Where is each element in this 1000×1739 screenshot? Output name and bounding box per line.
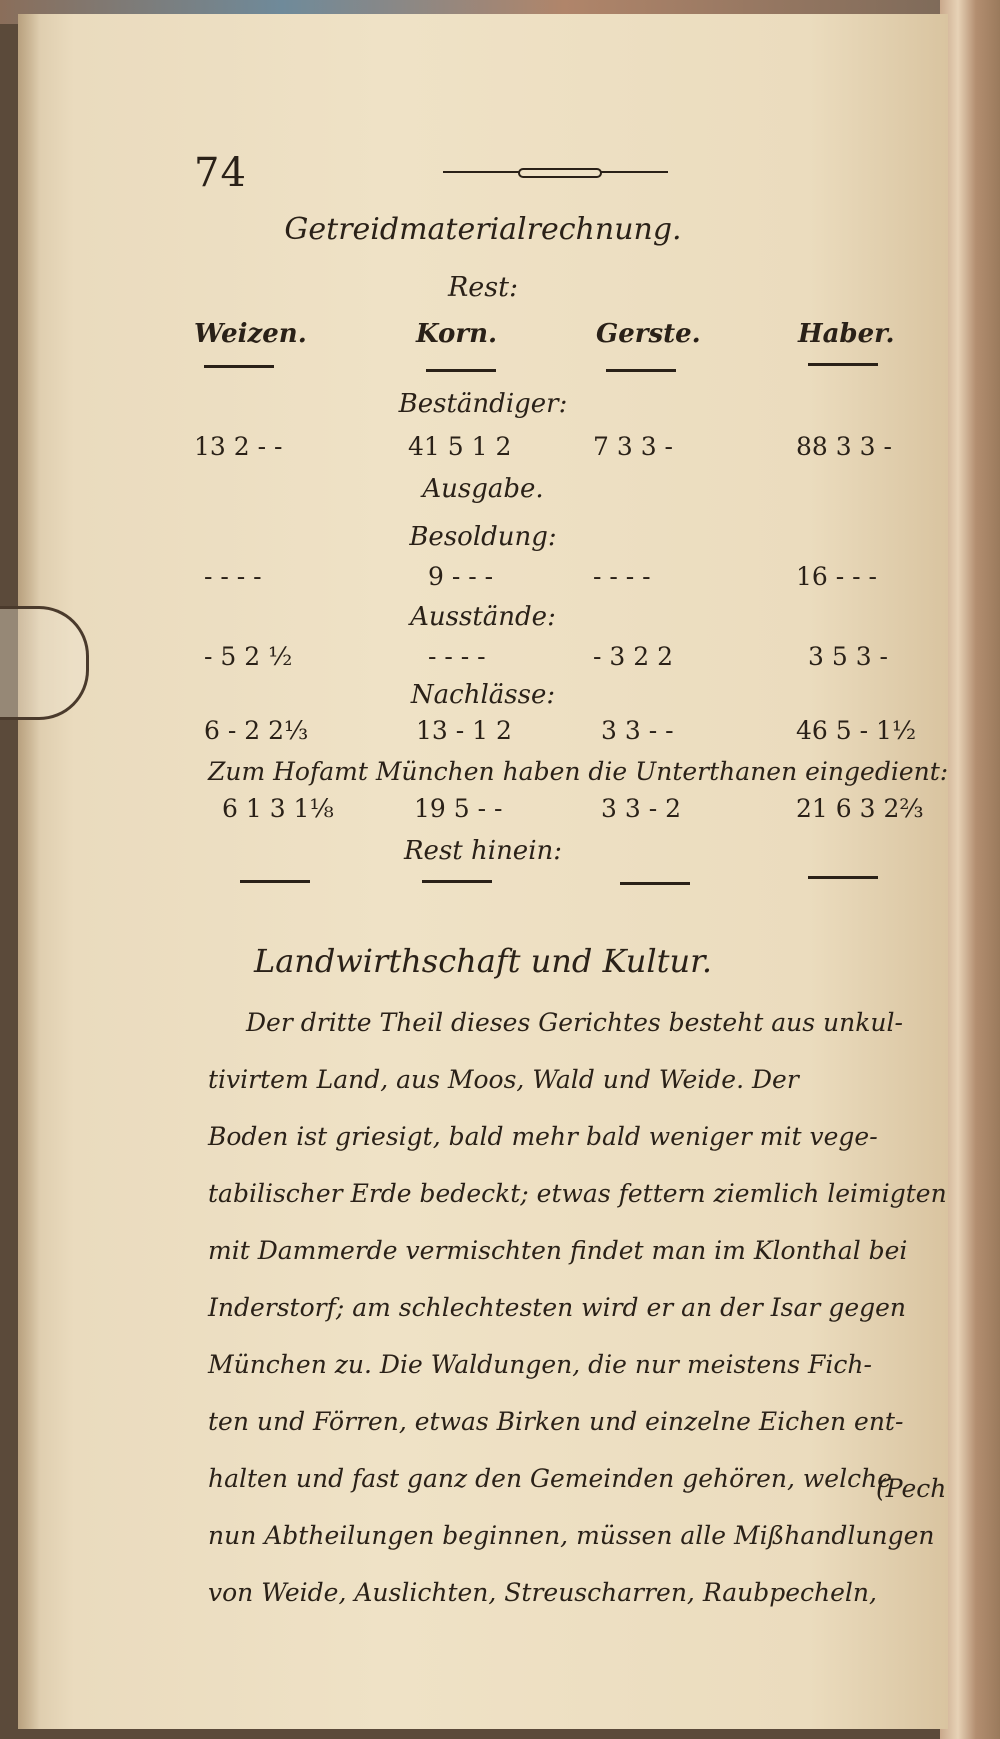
body-paragraph [208,994,958,1621]
value-weizen: 6 1 3 1⅛ [222,794,334,823]
footer-rule [240,880,310,883]
body-line: mit Dammerde vermischten findet man im Klonthal bei [208,1236,908,1265]
value-korn: - - - - [428,642,486,671]
value-weizen: - - - - [204,562,262,591]
section-title: Landwirthschaft und Kultur. [253,942,713,980]
table-row-besoldung [18,562,948,596]
body-line: von Weide, Auslichten, Streuscharren, Raubpecheln, [208,1578,877,1607]
section-label-ausstaende: Ausstände: [410,602,556,632]
section-label-bestaendiger: Beständiger: [398,389,568,419]
header-ornament [443,168,668,176]
value-gerste: - - - - [593,562,651,591]
page-title: Getreidmaterialrechnung. [284,212,682,247]
value-weizen: 6 - 2 2⅓ [204,716,309,745]
value-korn: 19 5 - - [414,794,503,823]
catchword: (Pech [876,1474,947,1503]
body-line: Der dritte Theil dieses Gerichtes besteht aus unkul- [246,1008,903,1037]
section-label-besoldung: Besoldung: [409,522,557,552]
value-gerste: 3 3 - - [601,716,674,745]
footer-rule [808,876,878,879]
book-page [18,14,948,1729]
section-label-rest-hinein: Rest hinein: [403,836,563,866]
table-row-ausstaende [18,642,948,676]
body-line: tabilischer Erde bedeckt; etwas fettern ziemlich leimigten [208,1179,947,1208]
value-korn: 9 - - - [428,562,494,591]
body-line: Inderstorf; am schlechtesten wird er an der Isar gegen [208,1293,907,1322]
header-rule [606,369,676,372]
value-haber: 46 5 - 1½ [796,716,917,745]
section-label-hofamt: Zum Hofamt München haben die Unterthanen eingedient: [208,757,949,786]
value-haber: 88 3 3 - [796,432,892,461]
body-line: tivirtem Land, aus Moos, Wald und Weide. Der [208,1065,799,1094]
header-rule [808,363,878,366]
value-gerste: - 3 2 2 [593,642,674,671]
value-korn: 13 - 1 2 [416,716,512,745]
value-haber: 3 5 3 - [808,642,889,671]
value-weizen: 13 2 - - [194,432,283,461]
body-line: ten und Förren, etwas Birken und einzelne Eichen ent- [208,1407,904,1436]
body-line: München zu. Die Waldungen, die nur meistens Fich- [208,1350,872,1379]
table-row-nachlaesse [18,716,948,750]
footer-rule [620,882,690,885]
column-header-weizen: Weizen. [194,319,307,349]
footer-rule [422,880,492,883]
value-gerste: 3 3 - 2 [601,794,682,823]
page-number: 74 [194,150,247,196]
table-row-bestaendiger [18,432,948,466]
header-rule [204,365,274,368]
body-line: Boden ist griesigt, bald mehr bald weniger mit vege- [208,1122,878,1151]
header-rule [426,369,496,372]
body-line: nun Abtheilungen beginnen, müssen alle Mißhandlungen [208,1521,935,1550]
column-header-haber: Haber. [798,319,895,349]
section-label-ausgabe: Ausgabe. [422,474,544,504]
column-headers [18,319,948,379]
value-weizen: - 5 2 ½ [204,642,293,671]
value-korn: 41 5 1 2 [408,432,512,461]
table-row-hofamt [18,794,948,828]
body-line: halten und fast ganz den Gemeinden gehören, welche [208,1464,892,1493]
value-haber: 16 - - - [796,562,877,591]
column-header-gerste: Gerste. [596,319,701,349]
value-haber: 21 6 3 2⅔ [796,794,924,823]
rest-label: Rest: [447,272,519,303]
section-label-nachlaesse: Nachlässe: [410,680,556,710]
column-header-korn: Korn. [416,319,498,349]
value-gerste: 7 3 3 - [593,432,674,461]
